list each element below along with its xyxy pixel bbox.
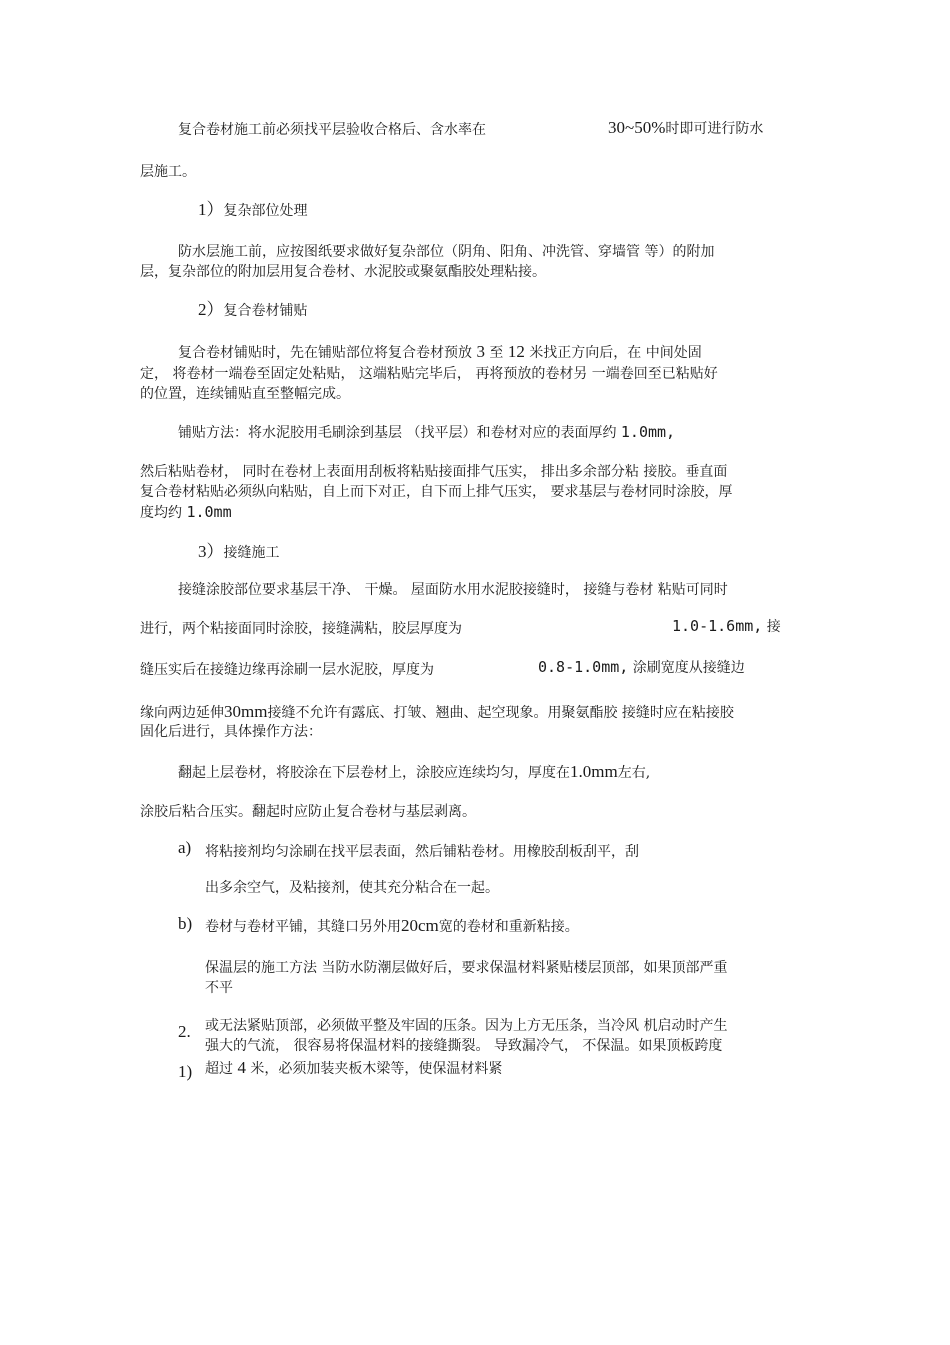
p5-text-3b: 涂刷宽度从接缝边: [632, 660, 745, 676]
heading-1-text: 复杂部位处理: [223, 203, 308, 219]
p1-line-2: [140, 162, 196, 182]
p4-text-4a: 度均约: [140, 505, 182, 521]
p5-text-3a: 缝压实后在接缝边缘再涂刷一层水泥胶，厚度为: [140, 662, 434, 678]
p7-line-2: [205, 978, 233, 998]
p5-thickness-1: 1.0-1.6mm,: [672, 617, 763, 635]
heading-1-number: 1）: [198, 200, 224, 219]
p3-number-1: 3: [476, 342, 485, 361]
p7-line-1: [205, 958, 727, 978]
p6-text-1a: 翻起上层卷材，将胶涂在下层卷材上，涂胶应连续均匀，厚度在: [178, 765, 570, 781]
item-b-text-1b: 宽的卷材和重新粘接。: [438, 919, 579, 935]
p7-text-4: 强大的气流， 很容易将保温材料的接缝撕裂。 导致漏冷气， 不保温。如果顶板跨度: [205, 1038, 723, 1054]
section-2-subitem-marker: 1): [178, 1062, 193, 1081]
p3-line-2: [140, 364, 718, 384]
p1-text-d: 层施工。: [140, 164, 196, 180]
p2-text-2: 层，复杂部位的附加层用复合卷材、水泥胶或聚氨酯胶处理粘接。: [140, 264, 546, 280]
p5-thickness-2: 0.8-1.0mm,: [538, 658, 629, 676]
p4-thickness-1: 1.0mm,: [620, 423, 676, 441]
item-a-marker: a): [178, 838, 192, 857]
p3-text-2: 定， 将卷材一端卷至固定处粘贴， 这端粘贴完毕后， 再将预放的卷材另 一端卷回至已粘贴好: [140, 366, 718, 382]
p5-text-1: 接缝涂胶部位要求基层干净、 干燥。 屋面防水用水泥胶接缝时， 接缝与卷材 粘贴可同时: [178, 582, 728, 598]
p1-text-a: 复合卷材施工前必须找平层验收合格后、含水率在: [178, 122, 486, 138]
p3-line-1: [178, 342, 702, 363]
p7-line-4: [205, 1036, 722, 1056]
p6-line-1: [178, 762, 650, 783]
p5-width: 30mm: [224, 702, 268, 721]
p3-text-1b: 至: [489, 345, 504, 361]
p7-span-number: 4: [237, 1058, 246, 1077]
p2-line-1: [178, 242, 714, 262]
p5-text-2a: 进行，两个粘接面同时涂胶，接缝满粘，胶层厚度为: [140, 621, 462, 637]
p4-line-4: [140, 502, 232, 523]
p6-text-2: 涂胶后粘合压实。翻起时应防止复合卷材与基层剥离。: [140, 804, 476, 820]
p7-text-5a: 超过: [205, 1061, 233, 1077]
p5-line-2: [140, 619, 462, 639]
p3-number-2: 12: [507, 342, 525, 361]
p6-text-1b: 左右,: [617, 765, 651, 781]
item-b-width: 20cm: [401, 916, 439, 935]
p4-thickness-2: 1.0mm: [186, 503, 232, 521]
p3-line-3: [140, 384, 350, 404]
p4-line-2: [140, 462, 727, 482]
p5-text-4a: 缘向两边延伸: [140, 705, 224, 721]
item-b-text-1a: 卷材与卷材平铺，其缝口另外用: [205, 919, 401, 935]
p1-line-1: [178, 120, 486, 140]
p4-line-3: [140, 482, 732, 502]
p4-text-3: 复合卷材粘贴必须纵向粘贴，自上而下对正，自下而上排气压实， 要求基层与卷材同时涂胶，厚: [140, 484, 733, 500]
p7-text-1: 保温层的施工方法 当防水防潮层做好后，要求保温材料紧贴楼层顶部，如果顶部严重: [205, 960, 728, 976]
p2-line-2: [140, 262, 546, 282]
item-a-text-1: 将粘接剂均匀涂刷在找平层表面，然后铺粘卷材。用橡胶刮板刮平，刮: [205, 844, 639, 860]
heading-2: [198, 300, 308, 321]
p6-thickness: 1.0mm: [570, 762, 618, 781]
p3-text-3: 的位置，连续铺贴直至整幅完成。: [140, 386, 350, 402]
p5-line-4: [140, 702, 734, 723]
p4-text-1a: 铺贴方法：将水泥胶用毛刷涂到基层 （找平层）和卷材对应的表面厚约: [178, 425, 617, 441]
p5-text-5: 固化后进行，具体操作方法：: [140, 724, 322, 740]
item-a-line-2: [205, 878, 499, 898]
heading-3-text: 接缝施工: [223, 545, 280, 561]
p1-line-1-right: [608, 118, 763, 139]
p4-text-2: 然后粘贴卷材， 同时在卷材上表面用刮板将粘贴接面排气压实， 排出多余部分粘 接胶。垂直面: [140, 464, 728, 480]
item-a-text-2: 出多余空气，及粘接剂，使其充分粘合在一起。: [205, 880, 499, 896]
p5-line-1: [178, 580, 728, 600]
p5-line-3-right: [538, 657, 745, 678]
p2-text-1: 防水层施工前，应按图纸要求做好复杂部位（阴角、阳角、冲洗管、穿墙管 等）的附加: [178, 244, 715, 260]
p5-line-2-right: [672, 616, 781, 637]
heading-3: [198, 542, 280, 563]
heading-1: [198, 200, 308, 221]
p3-text-1a: 复合卷材铺贴时，先在铺贴部位将复合卷材预放: [178, 345, 472, 361]
p7-text-2: 不平: [205, 980, 233, 996]
p1-text-c: 时即可进行防水: [665, 121, 764, 137]
item-b-marker: b): [178, 914, 193, 933]
p3-text-1c: 米找正方向后，在 中间处固: [529, 345, 702, 361]
item-b-line-1: [205, 916, 579, 937]
heading-2-text: 复合卷材铺贴: [223, 303, 308, 319]
p5-text-2b: 接: [766, 619, 781, 635]
p7-line-5: [205, 1058, 502, 1079]
item-a-line-1: [205, 842, 639, 862]
p4-line-1: [178, 422, 675, 443]
section-2-marker: 2.: [178, 1022, 191, 1041]
p7-text-5b: 米，必须加装夹板木梁等，使保温材料紧: [250, 1061, 503, 1077]
p5-line-3: [140, 660, 434, 680]
p5-line-5: [140, 722, 322, 742]
p1-percent: 30~50%: [608, 118, 666, 137]
p7-line-3: [205, 1016, 727, 1036]
p5-text-4b: 接缝不允许有露底、打皱、翘曲、起空现象。用聚氨酯胶 接缝时应在粘接胶: [267, 705, 734, 721]
p7-text-3: 或无法紧贴顶部，必须做平整及牢固的压条。因为上方无压条，当冷风 机启动时产生: [205, 1018, 728, 1034]
heading-2-number: 2）: [198, 300, 224, 319]
p6-line-2: [140, 802, 476, 822]
heading-3-number: 3）: [198, 542, 224, 561]
